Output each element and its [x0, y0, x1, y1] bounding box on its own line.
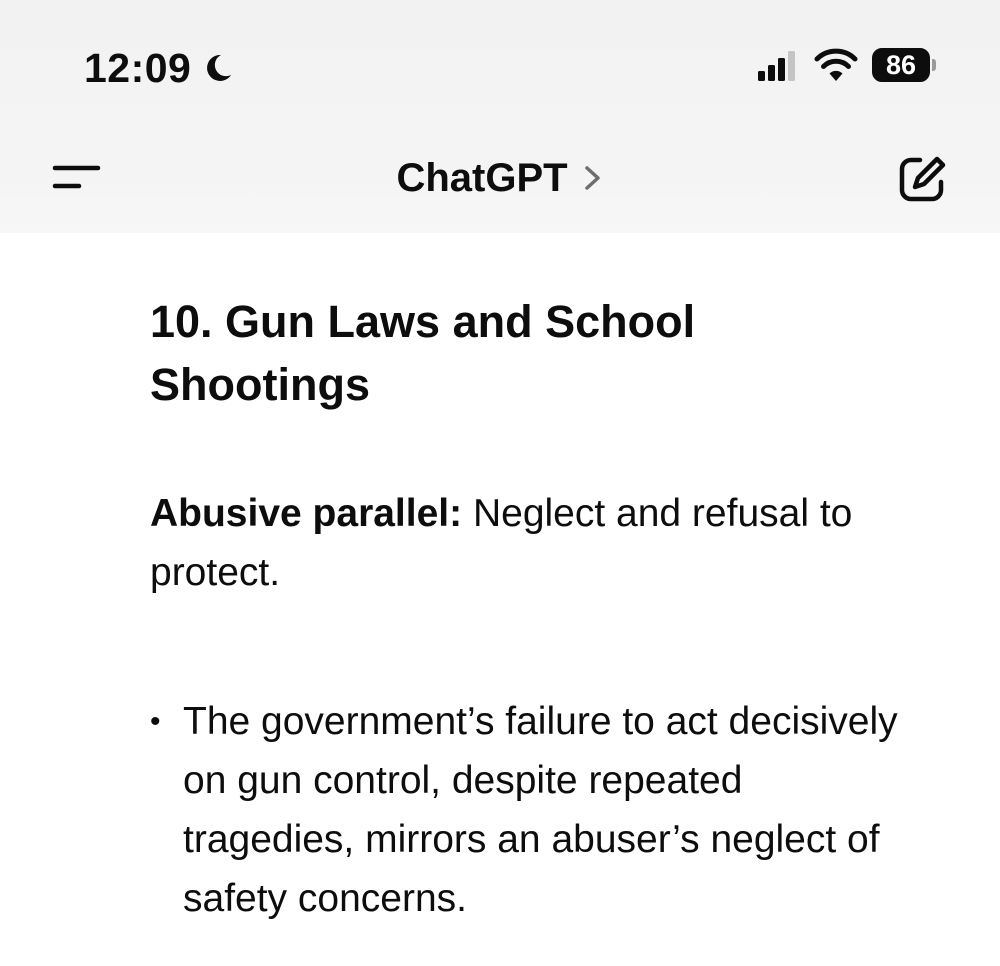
app-title: ChatGPT	[396, 156, 568, 200]
battery-cap	[932, 59, 936, 71]
section-heading: 10. Gun Laws and School Shootings	[150, 296, 696, 410]
chevron-right-icon	[582, 163, 604, 193]
battery-icon	[872, 48, 936, 82]
status-time-group	[84, 44, 235, 92]
bullet-marker: •	[150, 705, 161, 738]
new-chat-button[interactable]	[896, 152, 950, 206]
new-chat-icon	[896, 152, 950, 206]
bullet-text: The government’s failure to act decisively on gun control, despite repeated tragedies, mirrors an abuser’s neglect of safety concerns.	[183, 700, 898, 920]
list-item	[150, 692, 910, 928]
moon-icon	[201, 51, 235, 85]
assistant-message	[150, 290, 910, 928]
wifi-icon	[814, 48, 858, 82]
navigation-bar	[0, 140, 1000, 220]
menu-icon	[50, 158, 104, 198]
paragraph-text: Neglect and refusal to protect.	[150, 492, 853, 594]
battery-level: 86	[872, 48, 930, 82]
paragraph-label: Abusive parallel:	[150, 492, 463, 535]
abusive-parallel-paragraph	[150, 484, 910, 602]
model-title-button[interactable]	[370, 154, 630, 202]
status-time: 12:09	[84, 45, 192, 91]
status-indicators	[758, 48, 936, 82]
signal-icon	[758, 49, 798, 81]
bullet-list	[150, 692, 910, 928]
status-bar	[0, 0, 1000, 130]
menu-button[interactable]	[50, 158, 104, 198]
